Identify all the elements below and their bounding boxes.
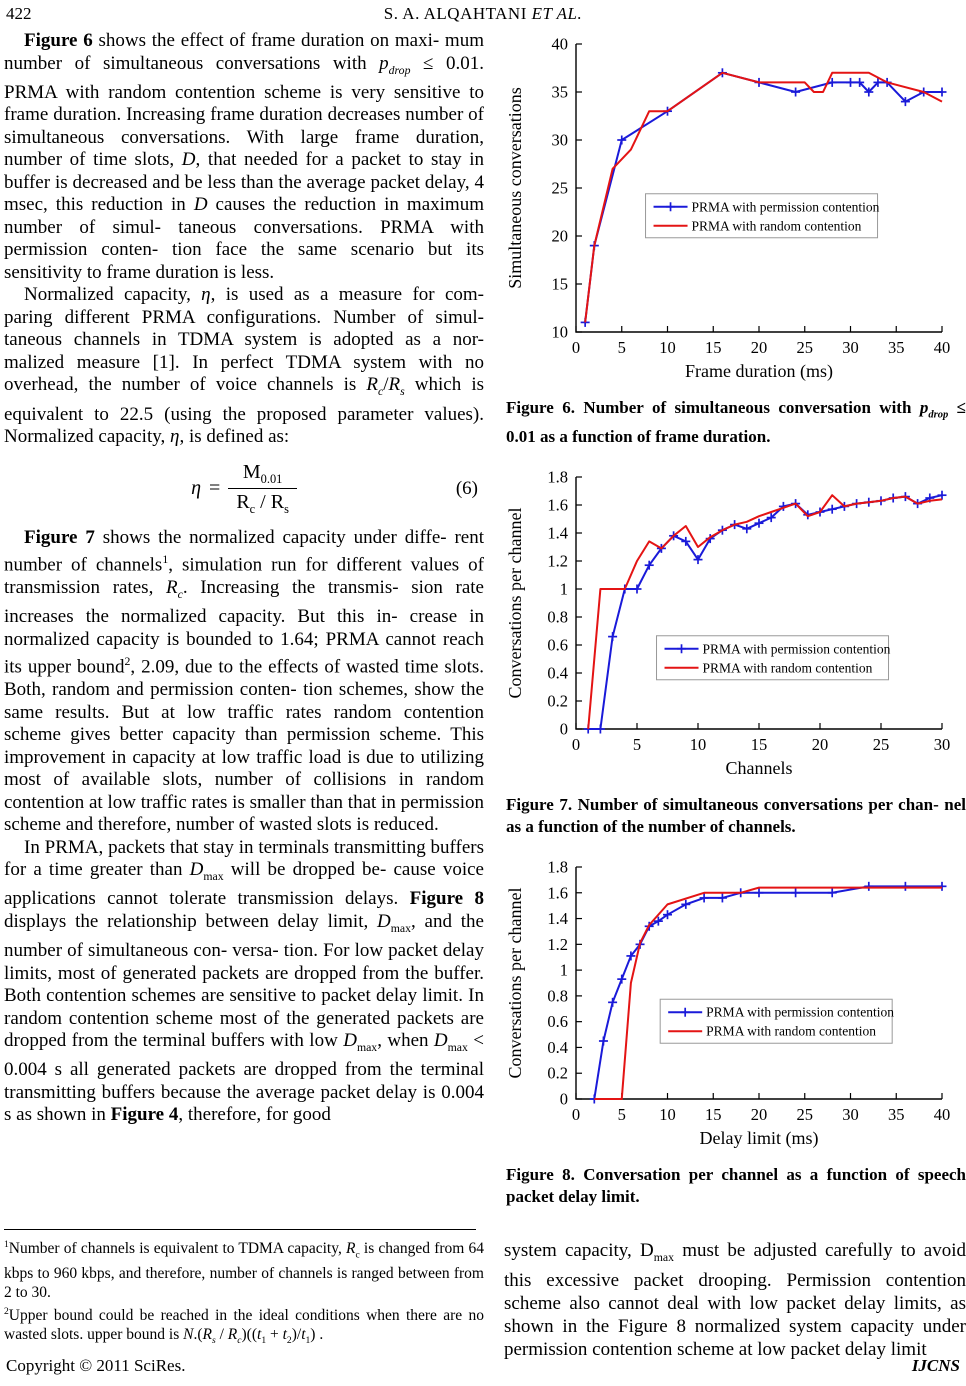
svg-text:25: 25 — [796, 1105, 813, 1125]
figure-7-caption: Figure 7. Number of simultaneous conversations per chan- nel as a function of the number of channels. — [506, 795, 966, 836]
svg-text:1: 1 — [559, 961, 568, 981]
svg-text:0.4: 0.4 — [547, 663, 568, 683]
svg-text:PRMA with permission contentio: PRMA with permission contention — [702, 641, 891, 657]
svg-text:20: 20 — [551, 226, 568, 246]
svg-text:30: 30 — [933, 735, 951, 755]
two-column-body — [4, 30, 966, 1361]
journal-name: IJCNS — [911, 1356, 960, 1375]
svg-text:1.8: 1.8 — [547, 467, 568, 487]
svg-text:25: 25 — [796, 338, 813, 357]
equation-numerator: $M_{0.01}$ — [242, 460, 283, 486]
paragraph-normalized-capacity: Normalized capacity, η, is used as a measure for com- paring different PRMA configurations. Number of simul- taneous channels in TDMA system is adopted as a nor- malized measure [1]. In perfect TDMA system with no overhead, the number of voice channels is $R_c/R_s$ which is equivalent to 22.5 (using the proposed parameter values). Normalized capacity, η, is defined as: — [4, 284, 485, 448]
figure-7-chart — [504, 463, 966, 785]
equation-denominator: $R_c / R_s$ — [228, 488, 297, 517]
svg-text:0: 0 — [571, 735, 581, 755]
equation-number: (6) — [455, 477, 478, 499]
svg-text:20: 20 — [750, 1105, 768, 1125]
equation-fraction — [228, 461, 297, 517]
svg-text:1.8: 1.8 — [547, 857, 568, 877]
svg-text:40: 40 — [551, 34, 568, 54]
svg-text:15: 15 — [705, 338, 722, 357]
figure-8-caption: Figure 8. Conversation per channel as a function of speech packet delay limit. — [506, 1165, 966, 1206]
svg-text:0: 0 — [559, 719, 568, 739]
svg-text:PRMA with random contention: PRMA with random contention — [691, 218, 862, 234]
svg-text:Frame duration (ms): Frame duration (ms) — [685, 361, 833, 381]
left-column — [4, 30, 484, 1350]
figure-7 — [504, 463, 966, 851]
svg-text:20: 20 — [750, 338, 768, 357]
svg-text:30: 30 — [551, 130, 568, 150]
svg-text:10: 10 — [689, 735, 707, 755]
svg-text:1.4: 1.4 — [547, 523, 568, 543]
svg-text:PRMA with permission contentio: PRMA with permission contention — [691, 199, 880, 215]
svg-text:10: 10 — [659, 1105, 676, 1125]
svg-text:35: 35 — [551, 82, 568, 102]
paragraph-figure6-discussion: Figure 6 shows the effect of frame duration on maxi- mum number of simultaneous conversations with $p_{drop} \le 0.01$. PRMA with random contention scheme is very sensitive to frame duration. Increasing frame duration decreases number of simultaneous conversations. With large frame duration, number of time slots, D, that needed for a packet to stay in buffer is decreased and be less than the average packet delay, 4 msec, this reduction in D causes the reduction in maximum number of simul- taneous conversations. PRMA with permission conten- tion face the same scenario but its sensitivity to frame duration is less. — [4, 30, 485, 283]
figure-8-chart — [504, 853, 966, 1155]
svg-text:10: 10 — [551, 322, 568, 342]
footnote-2: $^2$Upper bound could be reached in the ideal conditions when there are no wasted slots. upper bound is $N.(R_s / R_c)((t_1 + t_2)/t_1)$ . — [4, 1305, 484, 1346]
svg-text:1.6: 1.6 — [547, 883, 568, 903]
page-number: 422 — [6, 4, 32, 23]
svg-text:1: 1 — [559, 579, 568, 599]
svg-text:15: 15 — [551, 274, 568, 294]
svg-text:35: 35 — [888, 338, 905, 357]
svg-text:0.6: 0.6 — [547, 1012, 568, 1032]
svg-text:5: 5 — [617, 1105, 626, 1125]
figure-8 — [504, 853, 966, 1221]
svg-text:5: 5 — [632, 735, 642, 755]
paragraph-system-capacity: system capacity, $D_{max}$ must be adjusted carefully to avoid this excessive packet drooping. Permission contention scheme also cannot deal with low packet delay limits, as shown in the Figure 8 normalized system capacity under permission contention scheme at low packet delay limit — [504, 1240, 966, 1361]
svg-text:15: 15 — [750, 735, 768, 755]
svg-text:Conversations per channel: Conversations per channel — [505, 887, 525, 1079]
svg-text:0: 0 — [559, 1089, 568, 1109]
svg-text:10: 10 — [659, 338, 676, 357]
svg-text:0: 0 — [571, 338, 581, 357]
page-footer — [4, 1356, 962, 1376]
equation-lhs: η — [191, 477, 202, 500]
running-title-authors: S. A. ALQAHTANI — [383, 4, 532, 23]
right-column — [504, 30, 966, 1361]
equation-equals: = — [209, 477, 221, 500]
svg-text:40: 40 — [933, 1105, 951, 1125]
svg-text:35: 35 — [888, 1105, 905, 1125]
svg-text:PRMA with permission contentio: PRMA with permission contention — [706, 1005, 895, 1021]
svg-text:0.2: 0.2 — [547, 691, 568, 711]
figure-6-caption: Figure 6. Number of simultaneous conversation with $p_{drop} \le 0.01$ as a function of frame duration. — [506, 398, 966, 446]
footnote-1: $^1$Number of channels is equivalent to TDMA capacity, $R_c$ is changed from 64 kbps to 960 kbps, and therefore, number of channels is ranged between from 2 to 30. — [4, 1238, 484, 1301]
svg-text:0.4: 0.4 — [547, 1038, 568, 1058]
svg-text:Simultaneous conversations: Simultaneous conversations — [505, 87, 525, 289]
svg-text:1.2: 1.2 — [547, 935, 568, 955]
svg-text:5: 5 — [617, 338, 626, 357]
svg-text:15: 15 — [705, 1105, 722, 1125]
running-title-etal: ET AL. — [531, 4, 583, 23]
svg-text:Channels: Channels — [725, 758, 793, 779]
svg-text:0: 0 — [571, 1105, 581, 1125]
paragraph-figure8-discussion: In PRMA, packets that stay in terminals transmitting buffers for a time greater than $D_{max}$ will be dropped be- cause voice applications cannot tolerate transmission delays. Figure 8 displays the relationship between delay limit, $D_{max}$, and the number of simultaneous con- versa- tion. For low packet delay limits, most of generated packets are dropped from the buffer. Both contention schemes are sensitive to packet delay limit. In random contention scheme most of the generated packets are dropped from the terminal buffers with low $D_{max}$, when $D_{max} < 0.004$ s all generated packets are dropped from the terminal transmitting buffers because the average packet delay is 0.004 s as shown in Figure 4, therefore, for good — [4, 836, 484, 1126]
equation-6 — [4, 461, 484, 517]
running-title — [4, 4, 962, 24]
figure-6 — [504, 30, 966, 461]
svg-text:1.4: 1.4 — [547, 909, 568, 929]
svg-text:30: 30 — [842, 338, 859, 357]
page-header — [4, 4, 962, 30]
svg-text:Conversations per channel: Conversations per channel — [505, 507, 525, 699]
svg-text:0.8: 0.8 — [547, 607, 568, 627]
svg-text:0.2: 0.2 — [547, 1064, 568, 1084]
svg-text:30: 30 — [842, 1105, 859, 1125]
svg-text:40: 40 — [933, 338, 951, 357]
footnotes — [4, 1223, 484, 1351]
svg-text:0.6: 0.6 — [547, 635, 568, 655]
footnote-rule — [4, 1229, 476, 1230]
svg-text:0.8: 0.8 — [547, 986, 568, 1006]
svg-text:PRMA with random contention: PRMA with random contention — [702, 660, 873, 676]
svg-text:Delay limit (ms): Delay limit (ms) — [699, 1128, 819, 1149]
svg-text:1.6: 1.6 — [547, 495, 568, 515]
svg-text:PRMA with random contention: PRMA with random contention — [706, 1024, 877, 1040]
paragraph-figure7-discussion: Figure 7 shows the normalized capacity under diffe- rent number of channels$^1$, simulation run for different values of transmission rates, $R_c$. Increasing the transmis- sion rate increases the normalized capacity. But this in- crease in normalized capacity is bounded to 1.64; PRMA cannot reach its upper bound$^2$, 2.09, due to the effects of wasted time slots. Both, random and permission conten- tion schemes, show the same results. But at low traffic rates random contention scheme gives better capacity than permission scheme. This improvement in capacity at low traffic load is due to utilizing most of available slots, number of collisions in random contention at low traffic rates is smaller than that in permission scheme and therefore, number of wasted slots is reduced. — [4, 526, 484, 836]
svg-text:25: 25 — [872, 735, 890, 755]
svg-text:20: 20 — [811, 735, 829, 755]
copyright-text: Copyright © 2011 SciRes. — [6, 1356, 186, 1375]
figure-6-chart — [504, 30, 966, 388]
svg-text:1.2: 1.2 — [547, 551, 568, 571]
svg-text:25: 25 — [551, 178, 568, 198]
